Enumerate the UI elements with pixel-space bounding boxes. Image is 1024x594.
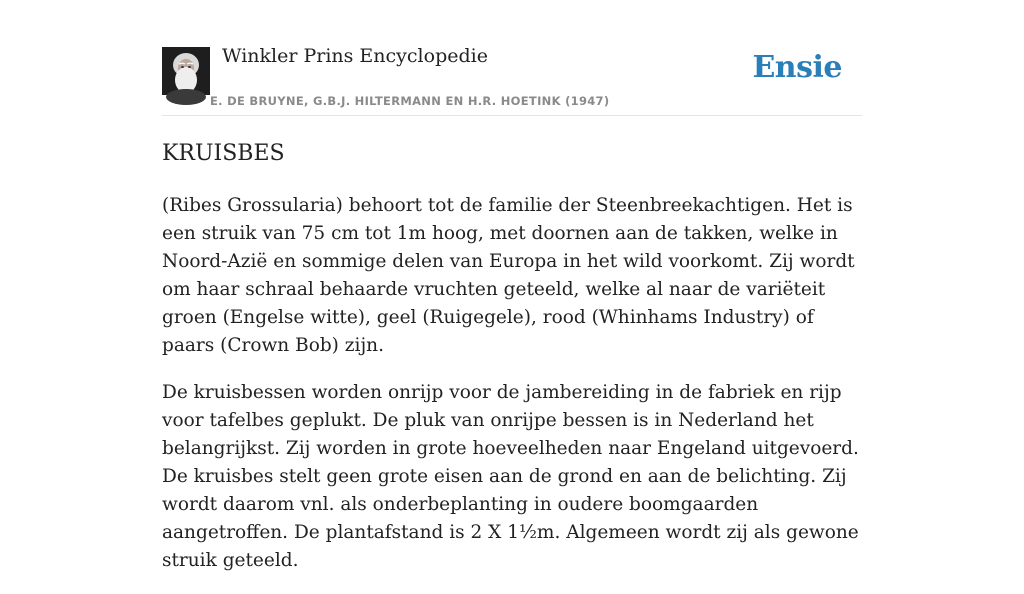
- content-column: [162, 0, 862, 571]
- entry-paragraph: De kruisbessen worden onrijp voor de jambereiding in de fabriek en rijp voor tafelbes geplukt. De pluk van onrijpe bessen is in Nederland het belangrijkst. Zij worden in grote hoeveelheden naar Engeland uitgevoerd. De kruisbes stelt geen grote eisen aan de grond en aan de belichting. Zij wordt daarom vnl. als onderbeplanting in oudere boomgaarden aangetroffen. De plantafstand is 2 X 1½m. Algemeen wordt zij als gewone struik geteeld.: [162, 382, 859, 571]
- source-header: [162, 0, 862, 116]
- source-authors: E. DE BRUYNE, G.B.J. HILTERMANN EN H.R. HOETINK (1947): [210, 94, 610, 108]
- entry-title: KRUISBES: [162, 141, 285, 166]
- source-title[interactable]: Winkler Prins Encyclopedie: [222, 45, 488, 67]
- entry-body: [162, 192, 870, 594]
- portrait-image: [162, 47, 210, 95]
- author-avatar[interactable]: [162, 47, 210, 95]
- ensie-logo-link[interactable]: Ensie: [752, 50, 842, 85]
- entry-paragraph: (Ribes Grossularia) behoort tot de familie der Steenbreekachtigen. Het is een struik van 75 cm tot 1m hoog, met doornen aan de takken, welke in Noord-Azië en sommige delen van Europa in het wild voorkomt. Zij wordt om haar schraal behaarde vruchten geteeld, welke al naar de variëteit groen (Engelse witte), geel (Ruigegele), rood (Whinhams Industry) of paars (Crown Bob) zijn.: [162, 195, 855, 356]
